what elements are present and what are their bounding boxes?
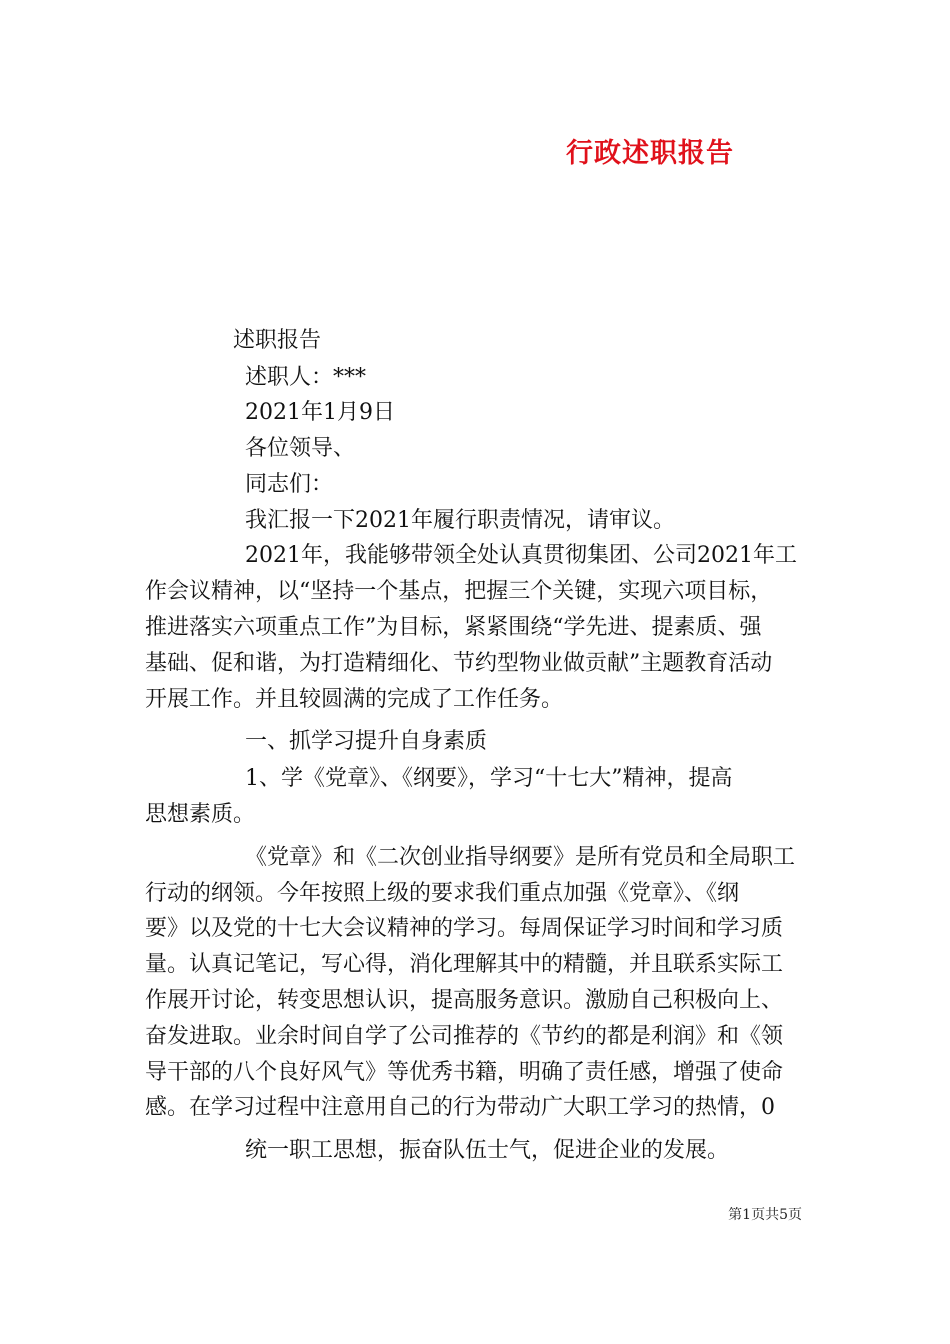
text-line: 开展工作。并且较圆满的完成了工作任务。 xyxy=(145,687,564,712)
text-line: 要》以及党的十七大会议精神的学习。每周保证学习时间和学习质 xyxy=(145,916,784,941)
text-line: 1、学《党章》、《纲要》，学习“十七大”精神，提高 xyxy=(245,766,733,791)
page-number: 第1页共5页 xyxy=(728,1207,802,1223)
text-line: 行动的纲领。今年按照上级的要求我们重点加强《党章》、《纲 xyxy=(145,881,740,906)
text-line: 我汇报一下2021年履行职责情况，请审议。 xyxy=(245,508,675,533)
text-line: 推进落实六项重点工作”为目标，紧紧围绕“学先进、提素质、强 xyxy=(145,615,762,640)
text-line: 述职报告 xyxy=(233,328,322,353)
text-line: 导干部的八个良好风气》等优秀书籍，明确了责任感，增强了使命 xyxy=(145,1060,784,1085)
text-line: 述职人：*** xyxy=(245,365,367,390)
text-line: 各位领导、 xyxy=(245,436,356,461)
text-line: 《党章》和《二次创业指导纲要》是所有党员和全局职工 xyxy=(245,845,796,870)
text-line: 思想素质。 xyxy=(145,802,256,827)
document-title: 行政述职报告 xyxy=(566,138,734,169)
text-line: 奋发进取。业余时间自学了公司推荐的《节约的都是利润》和《领 xyxy=(145,1024,784,1049)
text-line: 作会议精神，以“坚持一个基点，把握三个关键，实现六项目标， xyxy=(145,579,773,604)
text-line: 同志们： xyxy=(245,472,334,497)
text-line: 统一职工思想，振奋队伍士气，促进企业的发展。 xyxy=(245,1138,730,1163)
text-line: 2021年1月9日 xyxy=(245,400,395,425)
text-line: 基础、促和谐，为打造精细化、节约型物业做贡献”主题教育活动 xyxy=(145,651,773,676)
section-heading: 一、抓学习提升自身素质 xyxy=(245,729,488,754)
text-line: 作展开讨论，转变思想认识，提高服务意识。激励自己积极向上、 xyxy=(145,988,784,1013)
text-line: 量。认真记笔记，写心得，消化理解其中的精髓，并且联系实际工 xyxy=(145,952,784,977)
text-line: 2021年，我能够带领全处认真贯彻集团、公司2021年工 xyxy=(245,543,797,568)
text-line: 感。在学习过程中注意用自己的行为带动广大职工学习的热情，0 xyxy=(145,1095,775,1120)
